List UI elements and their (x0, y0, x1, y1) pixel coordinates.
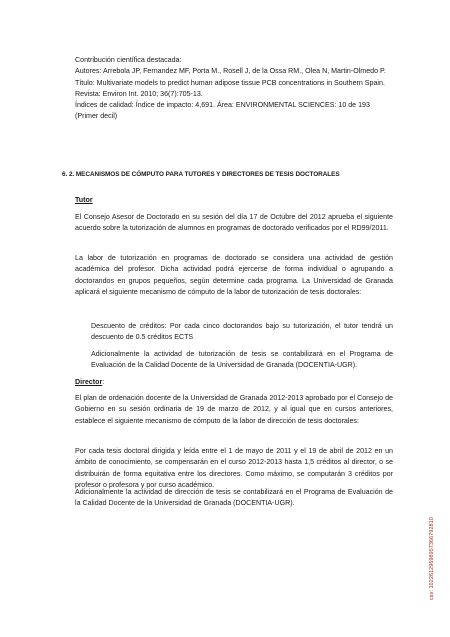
contribution-title: Título: Multivariate models to predict human adipose tissue PCB concentrations in Southern Spain. (75, 78, 385, 87)
contribution-heading: Contribución científica destacada: (75, 56, 182, 64)
contribution-block (75, 55, 393, 123)
director-paragraph-3-text: Adicionalmente la actividad de dirección de tesis se contabilizará en el Programa de Evaluación de la Calidad Docente de la Universidad de Granada (DOCENTIA-UGR). (75, 488, 393, 508)
tutor-item-2 (91, 342, 393, 379)
contribution-quality-rank: (Primer decil) (75, 112, 118, 121)
director-paragraph-2-text: Por cada tesis doctoral dirigida y leída entre el 1 de mayo de 2011 y el 19 de abril de 2012 en un ámbito de conocimiento, se compensarán en el curso 2012-2013 hasta 1,5 créditos al director, o se distribuirán de forma equitativa entre los directores. Como máximo, se computarán 3 créditos por profesor o profesora y por curso académico. (75, 447, 393, 489)
tutor-paragraph-2-text: La labor de tutorización en programas de doctorado se considera una actividad de gestión académica del profesor. Dicha actividad podrá ejercerse de forma individual o agrupando a doctorandos en grupos pequeños, según determine cada programa. La Universidad de Granada aplicará el siguiente mecanismo de cómputo de la labor de tutorización de tesis doctorales: (75, 254, 393, 296)
contribution-journal: Revista: Environ Int. 2010; 36(7):705-13. (75, 89, 203, 98)
director-paragraph-1 (75, 393, 393, 427)
director-heading-colon: : (102, 378, 105, 386)
contribution-quality: Índices de calidad: Índice de impacto: 4,691. Área: ENVIRONMENTAL SCIENCES: 10 de 193 (75, 101, 370, 110)
tutor-paragraph-1 (75, 212, 393, 235)
section-title: 6. 2. MECANISMOS DE CÓMPUTO PARA TUTORES Y DIRECTORES DE TESIS DOCTORALES (62, 171, 340, 178)
tutor-paragraph-2 (75, 253, 393, 298)
tutor-paragraph-1-text: El Consejo Asesor de Doctorado en su sesión del día 17 de Octubre del 2012 aprueba el siguiente acuerdo sobre la tutorización de alumnos en programas de doctorado verificados por el RD99/2011. (75, 213, 393, 233)
tutor-heading-row (75, 195, 393, 206)
director-paragraph-3 (75, 487, 393, 510)
tutor-item-2-text: Adicionalmente la actividad de tutorización de tesis se contabilizará en el Programa de Evaluación de la Calidad Docente de la Universidad de Granada (DOCENTIA-UGR). (91, 350, 393, 370)
director-paragraph-1-text: El plan de ordenación docente de la Universidad de Granada 2012-2013 aprobado por el Consejo de Gobierno en su sesión ordinaria de 19 de marzo de 2012, y al igual que en cursos anteriores, establece el siguiente mecanismo de cómputo de la labor de dirección de tesis doctorales: (75, 394, 393, 425)
director-paragraph-2 (75, 446, 393, 491)
tutor-item-1-text: Descuento de créditos: Por cada cinco doctorandos bajo su tutorización, el tutor tendrá un descuento de 0.5 créditos ECTS (91, 322, 393, 342)
director-heading-row (75, 377, 393, 388)
contribution-authors: Autores: Arrebola JP, Fernandez MF, Porta M., Rosell J, de la Ossa RM., Olea N, Martin-Olmedo P. (75, 67, 386, 76)
director-heading: Director (75, 378, 103, 386)
margin-verification-code: csv: 10226129698957366792810 (429, 517, 435, 600)
tutor-heading: Tutor (75, 196, 93, 204)
